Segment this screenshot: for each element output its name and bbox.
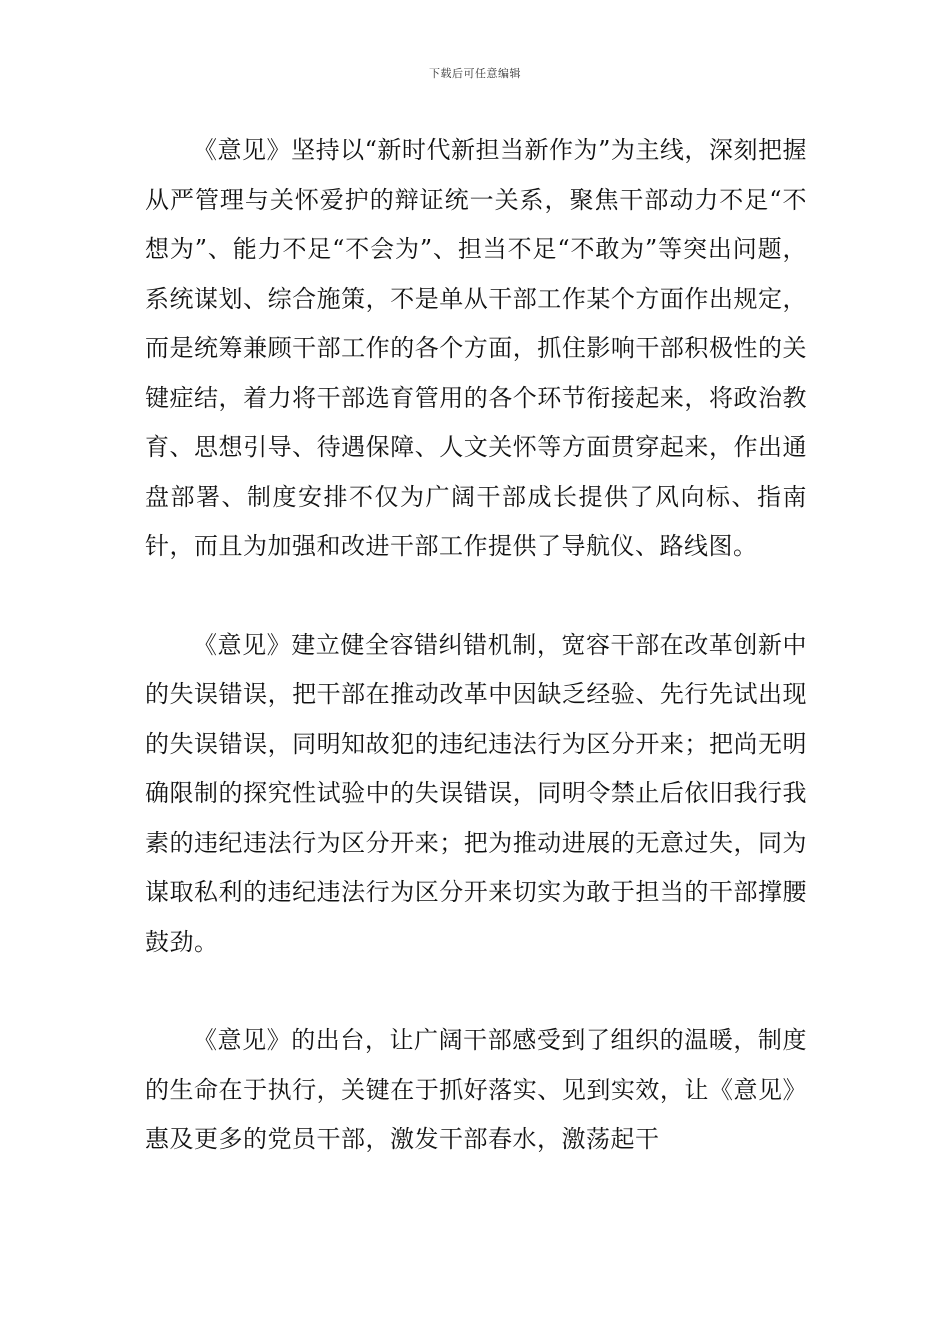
document-body — [145, 126, 807, 1165]
paragraph-1: 《意见》坚持以“新时代新担当新作为”为主线，深刻把握从严管理与关怀爱护的辩证统一关系，聚焦干部动力不足“不想为”、能力不足“不会为”、担当不足“不敢为”等突出问题，系统谋划、综合施策，不是单从干部工作某个方面作出规定，而是统筹兼顾干部工作的各个方面，抓住影响干部积极性的关键症结，着力将干部选育管用的各个环节衔接起来，将政治教育、思想引导、待遇保障、人文关怀等方面贯穿起来，作出通盘部署、制度安排不仅为广阔干部成长提供了风向标、指南针，而且为加强和改进干部工作提供了导航仪、路线图。 — [145, 136, 807, 560]
paragraph-3: 《意见》的出台，让广阔干部感受到了组织的温暖，制度的生命在于执行，关键在于抓好落实、见到实效，让《意见》惠及更多的党员干部，激发干部春水，激荡起干 — [145, 1026, 807, 1153]
page-header-note: 下载后可任意编辑 — [429, 67, 521, 80]
paragraph-2: 《意见》建立健全容错纠错机制，宽容干部在改革创新中的失误错误，把干部在推动改革中因缺乏经验、先行先试出现的失误错误，同明知故犯的违纪违法行为区分开来；把尚无明确限制的探究性试验中的失误错误，同明令禁止后依旧我行我素的违纪违法行为区分开来；把为推动进展的无意过失，同为谋取私利的违纪违法行为区分开来切实为敢于担当的干部撑腰鼓劲。 — [145, 630, 807, 956]
